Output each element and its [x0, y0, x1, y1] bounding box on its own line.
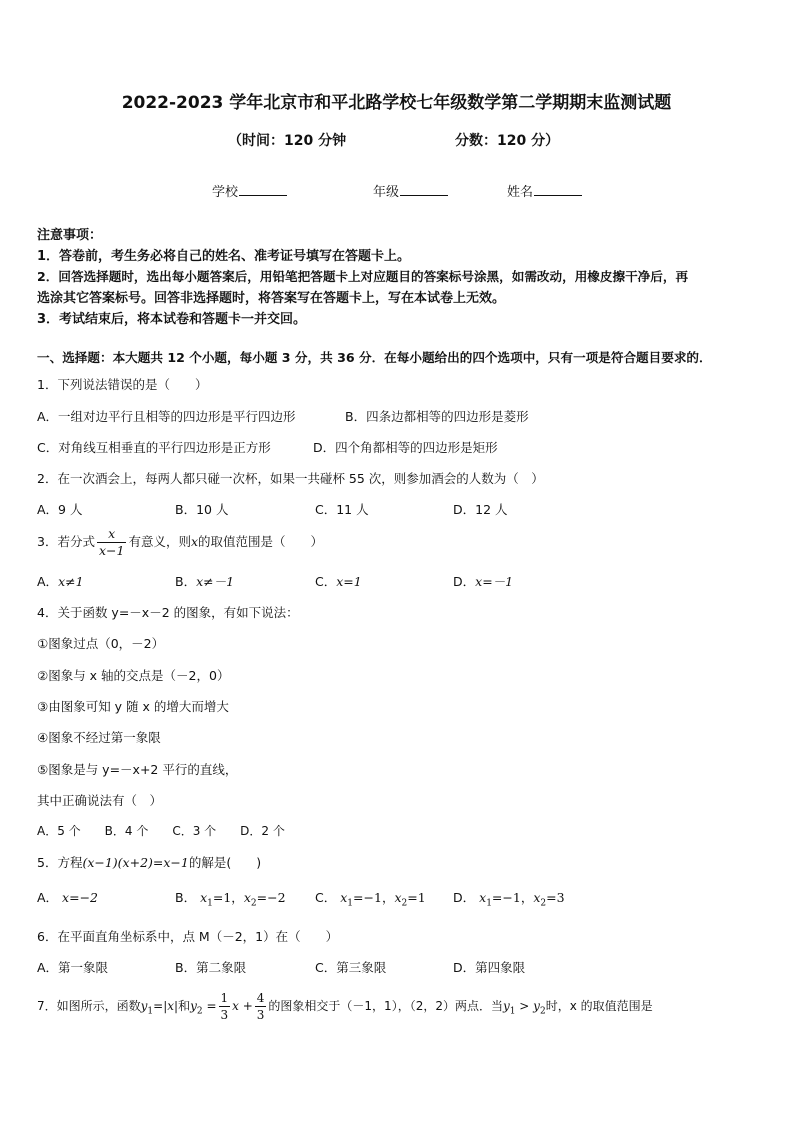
q6-option-d: D．第四象限 — [453, 960, 526, 975]
q7-y2: y — [190, 999, 197, 1013]
q3-option-d-expr: x=－1 — [475, 574, 514, 589]
q3-prefix: 3．若分式 — [37, 534, 95, 549]
page-title: 2022-2023 学年北京市和平北路学校七年级数学第二学期期末监测试题 — [121, 93, 672, 113]
q3-option-b — [175, 572, 234, 590]
q3-option-c — [315, 572, 362, 590]
q6-stem: 6．在平面直角坐标系中，点 M（－2，1）在（ ） — [37, 929, 339, 944]
q1-stem: 1．下列说法错误的是（ ） — [37, 377, 208, 392]
q3-suffix2: 的取值范围是（ ） — [198, 534, 324, 549]
q4-statement-3: ③由图象可知 y 随 x 的增大而增大 — [37, 699, 229, 714]
q5-option-b-x1: 1 — [223, 890, 232, 905]
q3-variable: x — [190, 534, 199, 549]
q1-option-a: A．一组对边平行且相等的四边形是平行四边形 — [37, 409, 296, 424]
q5-option-a-expr: x=−2 — [62, 890, 98, 905]
q6-option-b: B．第二象限 — [175, 960, 247, 975]
grade-field — [373, 181, 448, 200]
q5-option-b-x2: −2 — [267, 890, 286, 905]
q5-prefix: 5．方程 — [37, 855, 83, 870]
q7-abs: =|x| — [153, 999, 179, 1013]
notice-heading: 注意事项： — [37, 228, 103, 243]
q7-y1: y — [140, 999, 148, 1013]
q7-fraction-1-denominator: 3 — [220, 1008, 229, 1022]
q7-cmp-y2: y — [533, 999, 540, 1013]
q3-option-b-label: B． — [175, 574, 197, 589]
q7-gt: > — [515, 999, 534, 1013]
q7-eq: = — [206, 999, 217, 1013]
time-label: （时间：120 分钟 — [228, 133, 347, 149]
q7-fraction-2-denominator: 3 — [256, 1008, 265, 1022]
section-heading: 一、选择题：本大题共 12 个小题，每小题 3 分，共 36 分．在每小题给出的四个选项中，只有一项是符合题目要求的． — [37, 350, 712, 365]
q5-option-a-label: A． — [37, 890, 59, 905]
q5-option-d-x1: −1 — [502, 890, 521, 905]
notice-line-2: 2．回答选择题时，选出每小题答案后，用铅笔把答题卡上对应题目的答案标号涂黑，如需改动，用橡皮擦干净后，再 — [37, 269, 689, 284]
q5-equation: (x−1)(x+2)=x−1 — [82, 855, 189, 870]
q1-option-b: B．四条边都相等的四边形是菱形 — [345, 409, 529, 424]
q5-option-c-x1: −1 — [363, 890, 382, 905]
notice-line-2b: 选涂其它答案标号。回答非选择题时，将答案写在答题卡上，写在本试卷上无效。 — [37, 291, 506, 306]
q6-option-c: C．第三象限 — [315, 960, 387, 975]
q5-stem — [37, 853, 261, 871]
q4-statement-5: ⑤图象是与 y=－x+2 平行的直线， — [37, 762, 238, 777]
name-label: 姓名 — [507, 185, 534, 200]
q3-fraction — [97, 526, 126, 559]
q7-fraction-1-numerator: 1 — [220, 991, 229, 1005]
q3-option-a-expr: x≠1 — [58, 574, 84, 589]
q5-option-d: D． $x_1=-1$，$x_2=3$ — [453, 890, 565, 909]
school-blank — [239, 183, 287, 196]
q5-option-c-label: C． — [315, 890, 337, 905]
q7-tail: 时，x 的取值范围是 — [545, 999, 653, 1013]
q7-and: 和 — [178, 999, 191, 1013]
q7-fraction-2-numerator: 4 — [256, 991, 265, 1005]
q3-fraction-denominator: x−1 — [98, 543, 125, 558]
q3-option-a-label: A． — [37, 574, 59, 589]
q2-option-b: B．10 人 — [175, 502, 229, 517]
q3-option-d-label: D． — [453, 574, 476, 589]
q5-option-c: C． $x_1=-1$，$x_2=1$ — [315, 890, 426, 909]
q5-option-a — [37, 888, 98, 906]
q7-stem: 7．如图所示，函数$y_1=|x|$和$y_2$ = $\frac{1}{3}$ x + $\frac{4}{3}$ 的图象相交于（－1，1），（2，2）两点．当$y_1 > y_2$时，x 的取值范围是 — [37, 991, 653, 1022]
q3-stem — [37, 526, 323, 559]
q2-option-a: A．9 人 — [37, 502, 83, 517]
q5-option-c-x2: 1 — [417, 890, 426, 905]
q1-option-c: C．对角线互相垂直的平行四边形是正方形 — [37, 440, 271, 455]
q7-cmp-y1: y — [502, 999, 510, 1013]
school-field — [212, 181, 287, 200]
q4-statement-2: ②图象与 x 轴的交点是（－2，0） — [37, 668, 230, 683]
q2-option-c: C．11 人 — [315, 502, 369, 517]
notice-line-3: 3．考试结束后，将本试卷和答题卡一并交回。 — [37, 312, 307, 327]
score-label: 分数：120 分） — [455, 133, 560, 149]
q3-option-c-label: C． — [315, 574, 337, 589]
q4-stem: 4．关于函数 y=－x－2 的图象，有如下说法： — [37, 605, 299, 620]
q5-option-b-label: B． — [175, 890, 197, 905]
q1-option-d: D．四个角都相等的四边形是矩形 — [313, 440, 498, 455]
q3-option-d — [453, 572, 513, 590]
q3-option-a — [37, 572, 84, 590]
q3-suffix: 有意义，则 — [128, 534, 191, 549]
name-field — [507, 181, 582, 200]
q4-question: 其中正确说法有（ ） — [37, 793, 163, 808]
q5-option-b: B． $x_1=1$，$x_2=-2$ — [175, 890, 286, 909]
q7-xplus: x + — [232, 999, 253, 1013]
q5-suffix: 的解是( ) — [188, 855, 262, 870]
q7-fraction-1 — [219, 990, 231, 1023]
q3-option-c-expr: x=1 — [336, 574, 362, 589]
q7-fraction-2 — [255, 990, 267, 1023]
q3-fraction-numerator: x — [97, 526, 126, 543]
notice-line-1: 1．答卷前，考生务必将自己的姓名、准考证号填写在答题卡上。 — [37, 249, 411, 264]
grade-blank — [400, 183, 448, 196]
q4-options: A．5 个 B．4 个 C．3 个 D．2 个 — [37, 824, 285, 838]
q5-option-d-label: D． — [453, 890, 476, 905]
q4-statement-1: ①图象过点（0，－2） — [37, 636, 165, 651]
q7-prefix: 7．如图所示，函数 — [37, 999, 141, 1013]
q3-option-b-expr: x≠－1 — [196, 574, 235, 589]
q2-option-d: D．12 人 — [453, 502, 508, 517]
name-blank — [534, 183, 582, 196]
q5-option-d-x2: 3 — [556, 890, 565, 905]
q2-stem: 2．在一次酒会上，每两人都只碰一次杯，如果一共碰杯 55 次，则参加酒会的人数为（ ） — [37, 471, 544, 486]
school-label: 学校 — [212, 185, 239, 200]
q7-mid: 的图象相交于（－1，1），（2，2）两点．当 — [268, 999, 503, 1013]
q6-option-a: A．第一象限 — [37, 960, 109, 975]
q4-statement-4: ④图象不经过第一象限 — [37, 730, 161, 745]
grade-label: 年级 — [373, 185, 400, 200]
